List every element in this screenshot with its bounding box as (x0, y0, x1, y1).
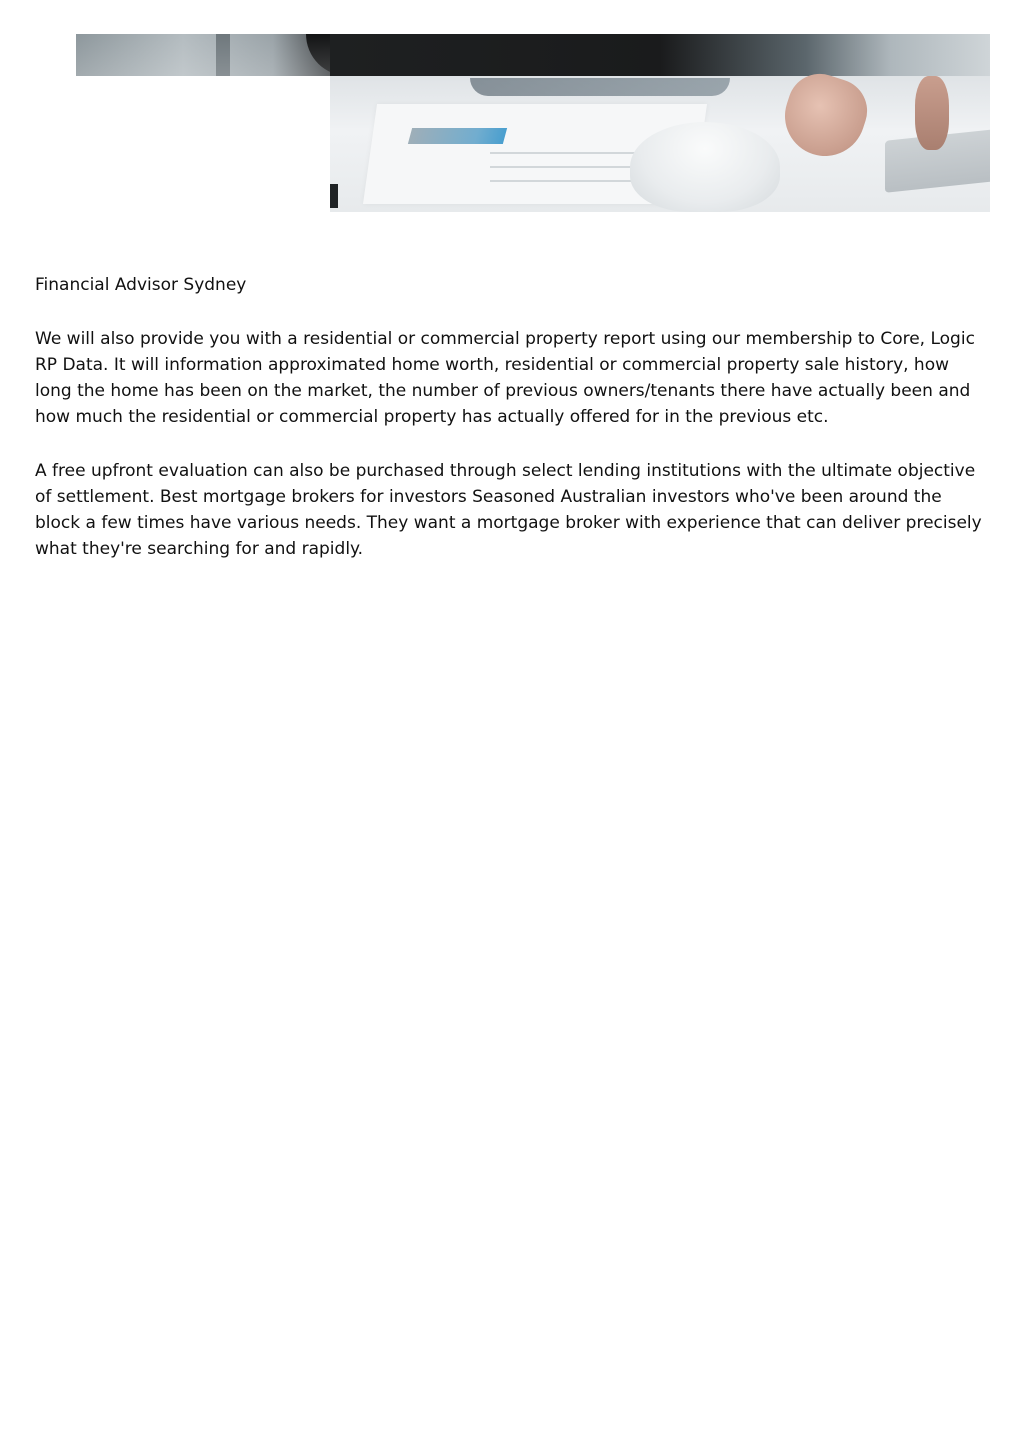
header-photo-desk (330, 34, 990, 212)
article-body (35, 272, 990, 590)
page-title: Financial Advisor Sydney (35, 275, 247, 295)
paragraph-free-evaluation: A free upfront evaluation can also be purchased through select lending institutions with the ultimate objective of settlement. Best mortgage brokers for investors Seasoned Australian investors who've been around the block a few times have various needs. They want a mortgage broker with experience that can deliver precisely what they're searching for and rapidly. (35, 461, 982, 559)
paragraph-property-report: We will also provide you with a residential or commercial property report using our membership to Core, Logic RP Data. It will information approximated home worth, residential or commercial property sale history, how long the home has been on the market, the number of previous owners/tenants there have actually been and how much the residential or commercial property has actually offered for in the previous etc. (35, 329, 975, 427)
